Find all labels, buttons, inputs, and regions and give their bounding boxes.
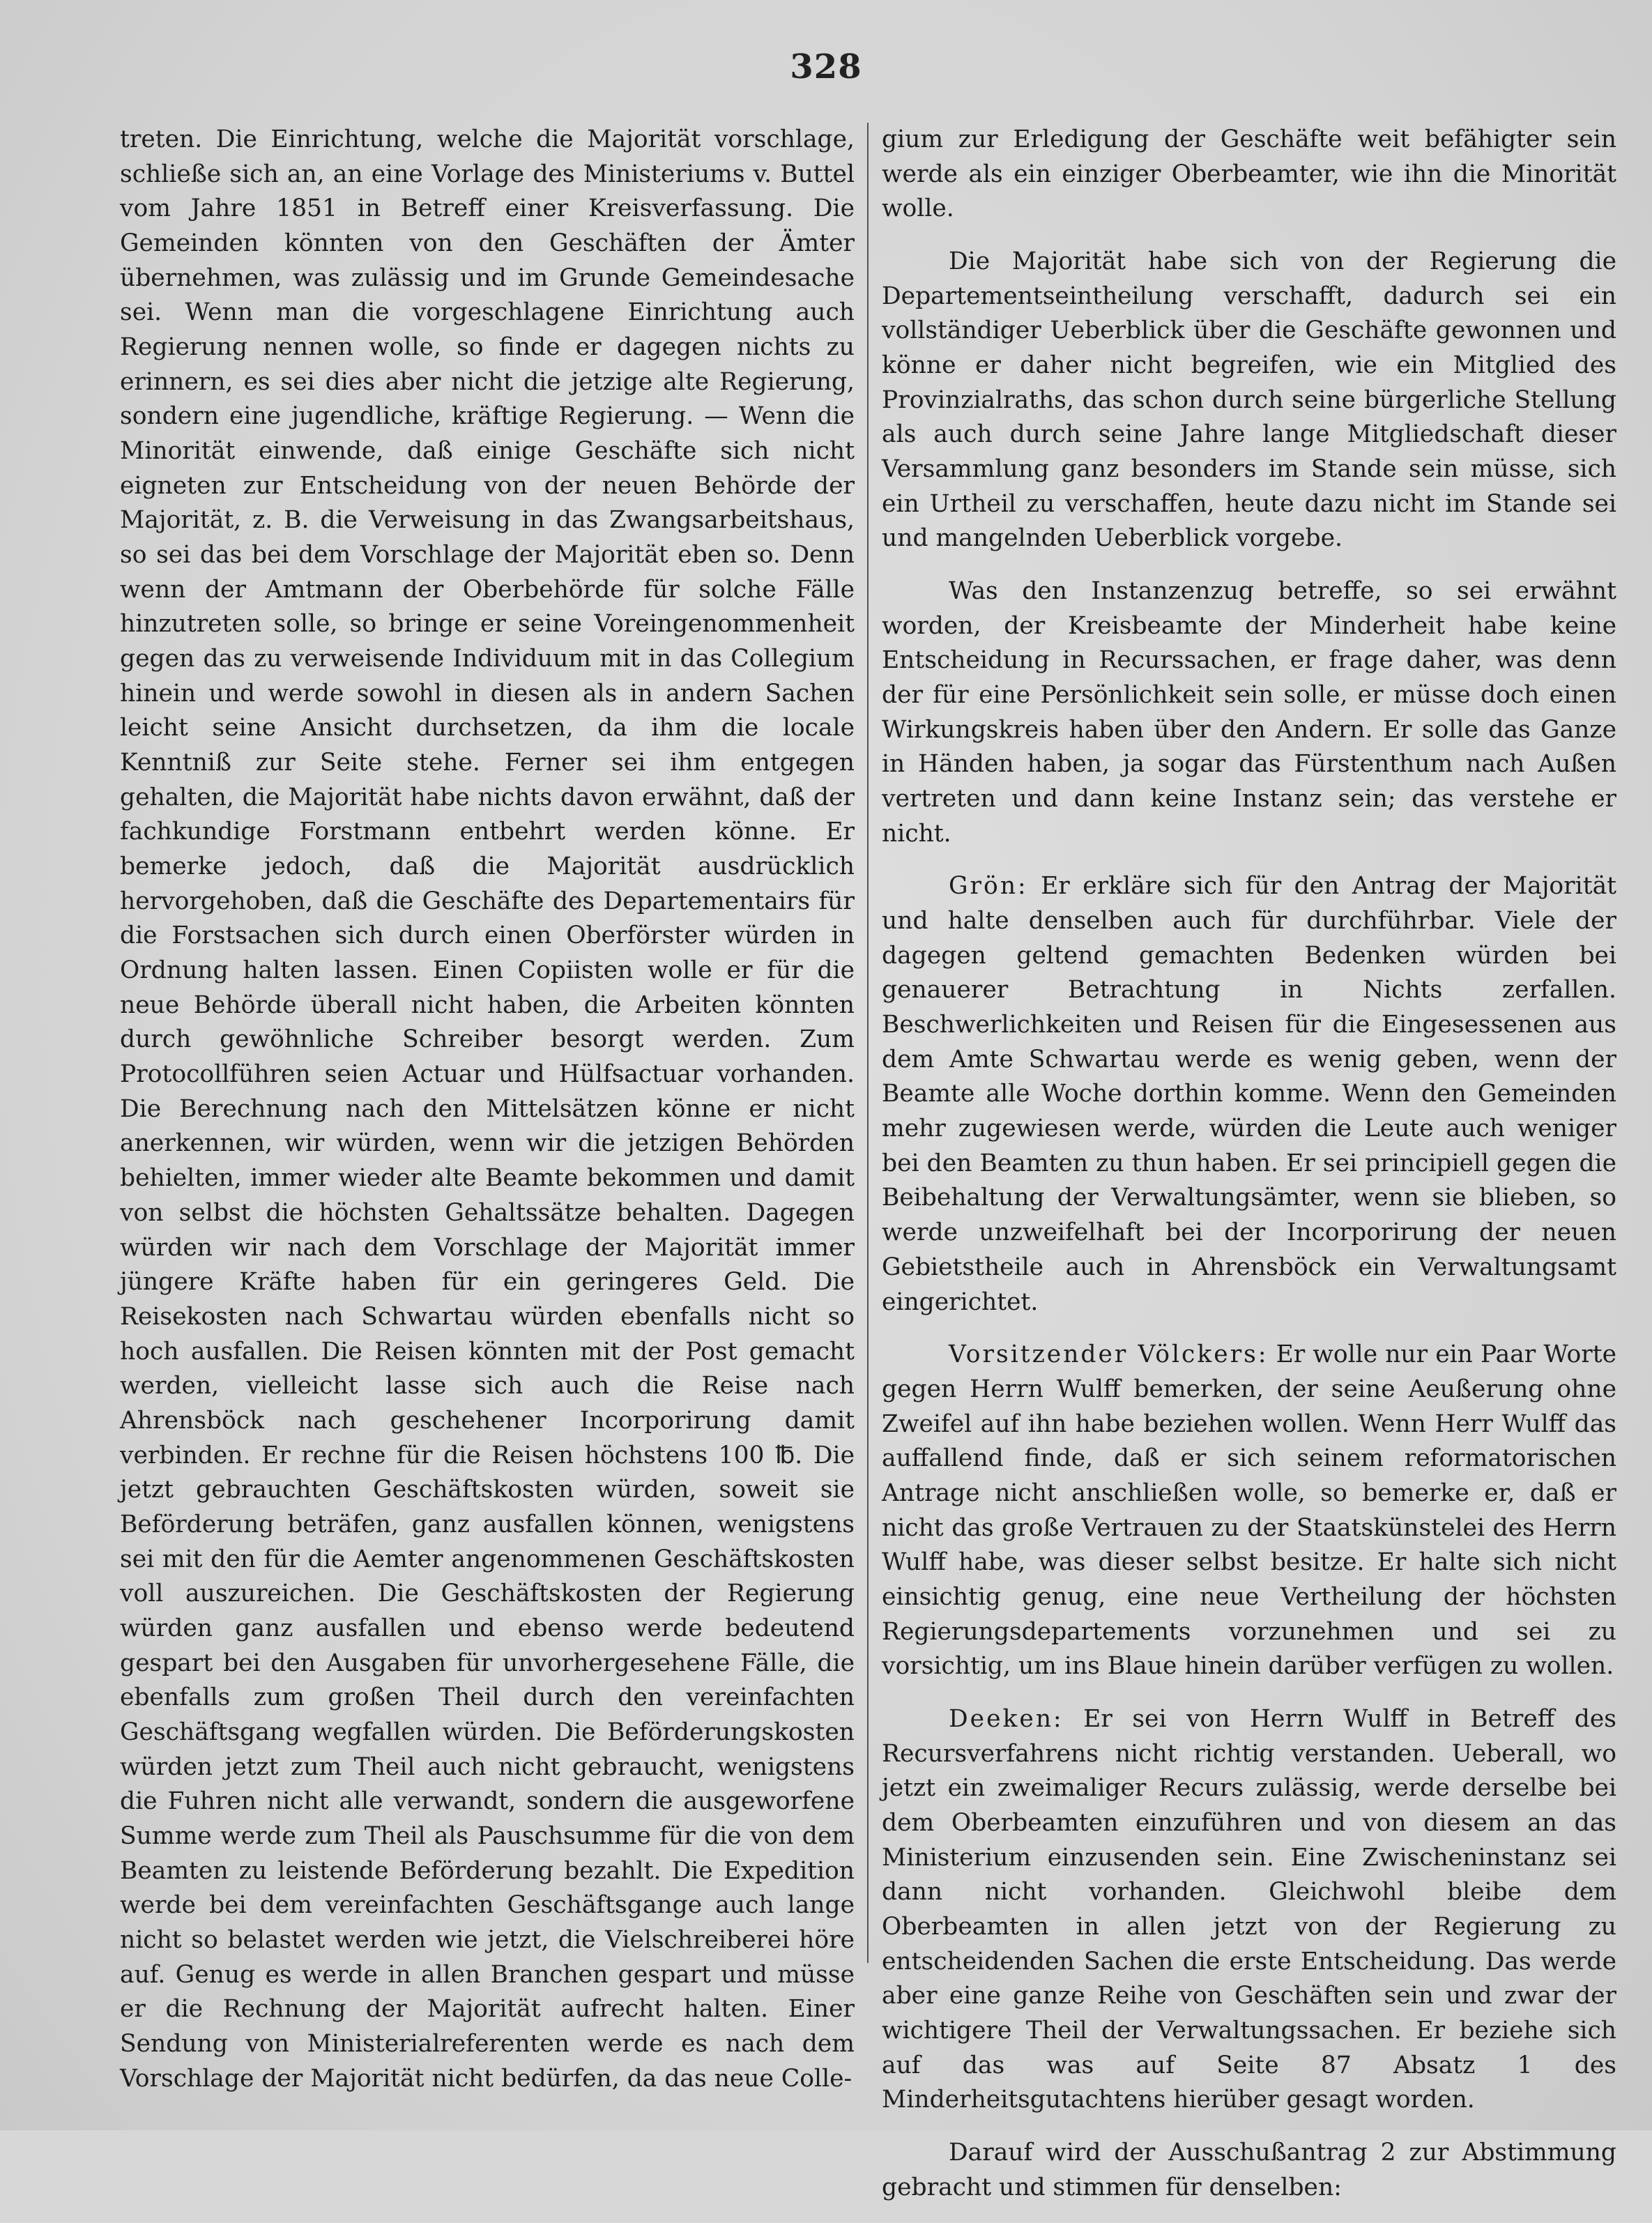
speech-paragraph [882,1702,1616,2118]
speaker-name: Deeken: [949,1704,1064,1733]
speaker-name: Grön: [949,872,1028,901]
paragraph: treten. Die Einrichtung, welche die Majorität vorschlage, schließe sich an, an eine Vorlage des Ministeriums v. Buttel vom Jahre 1851 in Betreff einer Kreisverfassung. Die Gemeinden könnten von den Geschäften der Ämter übernehmen, was zulässig und im Grunde Gemeindesache sei. Wenn man die vorgeschlagene Einrichtung auch Regierung nennen wolle, so finde er dagegen nichts zu erinnern, es sei dies aber nicht die jetzige alte Regierung, sondern eine jugendliche, kräftige Regierung. — Wenn die Minorität einwende, daß einige Geschäfte sich nicht eigneten zur Entscheidung von der neuen Behörde der Majorität, z. B. die Verweisung in das Zwangsarbeitshaus, so sei das bei dem Vorschlage der Majorität eben so. Denn wenn der Amtmann der Oberbehörde für solche Fälle hinzutreten solle, so bringe er seine Voreingenommenheit gegen das zu verweisende Individuum mit in das Collegium hinein und werde sowohl in diesen als in andern Sachen leicht seine Ansicht durchsetzen, da ihm die locale Kenntniß zur Seite stehe. Ferner sei ihm entgegen gehalten, die Majorität habe nichts davon erwähnt, daß der fachkundige Forstmann entbehrt werden könne. Er bemerke jedoch, daß die Majorität ausdrücklich hervorgehoben, daß die Geschäfte des Departementairs für die Forstsachen sich durch einen Oberförster würden in Ordnung halten lassen. Einen Copiisten wolle er für die neue Behörde überall nicht haben, die Arbeiten könnten durch gewöhnliche Schreiber besorgt werden. Zum Protocollführen seien Actuar und Hülfsactuar vorhanden. Die Berechnung nach den Mittelsätzen könne er nicht anerkennen, wir würden, wenn wir die jetzigen Behörden behielten, immer wieder alte Beamte bekommen und damit von selbst die höchsten Gehaltssätze behalten. Dagegen würden wir nach dem Vorschlage der Majorität immer jüngere Kräfte haben für ein geringeres Geld. Die Reisekosten nach Schwartau würden ebenfalls nicht so hoch ausfallen. Die Reisen könnten mit der Post gemacht werden, vielleicht lasse sich auch die Reise nach Ahrensböck nach geschehener Incorporirung damit verbinden. Er rechne für die Reisen höchstens 100 ℔. Die jetzt gebrauchten Geschäftskosten würden, soweit sie Beförderung beträfen, ganz ausfallen können, wenigstens sei mit den für die Aemter angenommenen Geschäftskosten voll auszureichen. Die Geschäftskosten der Regierung würden ganz ausfallen und ebenso werde bedeutend gespart bei den Ausgaben für unvorhergesehene Fälle, die ebenfalls zum großen Theil durch den vereinfachten Geschäftsgang wegfallen würden. Die Beförderungskosten würden jetzt zum Theil auch nicht gebraucht, wenigstens die Fuhren nicht alle verwandt, sondern die ausgeworfene Summe werde zum Theil als Pauschsumme für die von dem Beamten zu leistende Beförderung bezahlt. Die Expedition werde bei dem vereinfachten Geschäftsgange auch lange nicht so belastet werden wie jetzt, die Vielschreiberei höre auf. Genug es werde in allen Branchen gespart und müsse er die Rechnung der Majorität aufrecht halten. Einer Sendung von Ministerialreferenten werde es nach dem Vorschlage der Majorität nicht bedürfen, da das neue Colle- [120,125,855,2093]
left-column [120,123,855,2114]
paragraph: Darauf wird der Ausschußantrag 2 zur Abstimmung gebracht und stimmen für denselben: [882,2138,1616,2201]
speaker-name: Vorsitzender Völckers: [949,1340,1269,1369]
paragraph: Was den Instanzenzug betreffe, so sei erwähnt worden, der Kreisbeamte der Minderheit habe keine Entscheidung in Recurssachen, er frage daher, was denn der für eine Persönlichkeit sein solle, er müsse doch einen Wirkungskreis haben über den Andern. Er solle das Ganze in Händen haben, ja sogar das Fürstenthum nach Außen vertreten und dann keine Instanz sein; das verstehe er nicht. [882,577,1616,848]
paragraph: gium zur Erledigung der Geschäfte weit befähigter sein werde als ein einziger Oberbeamter, wie ihn die Minorität wolle. [882,125,1616,223]
speech-paragraph [882,1338,1616,1684]
speech-text: Er sei von Herrn Wulff in Betreff des Recursverfahrens nicht richtig verstanden. Ueberall, wo jetzt ein zweimaliger Recurs zulässig, werde derselbe bei dem Oberbeamten einzuführen und von diesem an das Ministerium einzusenden sein. Eine Zwischeninstanz sei dann nicht vorhanden. Gleichwohl bleibe dem Oberbeamten in allen jetzt von der Regierung zu entscheidenden Sachen die erste Entscheidung. Das werde aber eine ganze Reihe von Geschäften sein und zwar der wichtigere Theil der Verwaltungssachen. Er beziehe sich auf das was auf Seite 87 Absatz 1 des Minderheitsgutachtens hierüber gesagt worden. [882,1704,1617,2114]
speech-text: Er wolle nur ein Paar Worte gegen Herrn Wulff bemerken, der seine Aeußerung ohne Zweifel auf ihn habe beziehen wollen. Wenn Herr Wulff das auffallend finde, daß er sich seinem reformatorischen Antrage nicht anschließen wolle, so bemerke er, daß er nicht das große Vertrauen zu der Staatskünstelei des Herrn Wulff habe, was dieser selbst besitze. Er halte sich nicht einsichtig genug, eine neue Vertheilung der höchsten Regierungsdepartements vorzunehmen und sei zu vorsichtig, um ins Blaue hinein darüber verfügen zu wollen. [882,1340,1616,1681]
column-divider [867,123,869,1963]
speech-paragraph [882,869,1616,1320]
page-number: 328 [790,47,862,86]
right-column [882,123,1616,2223]
speech-text: Er erkläre sich für den Antrag der Majorität und halte denselben auch für durchführbar. Viele der dagegen geltend gemachten Bedenken würden bei genauerer Betrachtung in Nichts zerfallen. Beschwerlichkeiten und Reisen für die Eingesessenen aus dem Amte Schwartau werde es wenig geben, wenn der Beamte alle Woche dorthin komme. Wenn den Gemeinden mehr zugewiesen werde, würden die Leute auch weniger bei den Beamten zu thun haben. Er sei principiell gegen die Beibehaltung der Verwaltungsämter, wenn sie blieben, so werde unzweifelhaft bei der Incorporirung der neuen Gebietstheile auch in Ahrensböck ein Verwaltungsamt eingerichtet. [882,872,1617,1316]
paragraph: Die Majorität habe sich von der Regierung die Departementseintheilung verschafft, dadurch sei ein vollständiger Ueberblick über die Geschäfte gewonnen und könne er daher nicht begreifen, wie ein Mitglied des Provinzialraths, das schon durch seine bürgerliche Stellung als auch durch seine Jahre lange Mitgliedschaft dieser Versammlung ganz besonders im Stande sein müsse, sich ein Urtheil zu verschaffen, heute dazu nicht im Stande sei und mangelnden Ueberblick vorgebe. [882,247,1616,553]
